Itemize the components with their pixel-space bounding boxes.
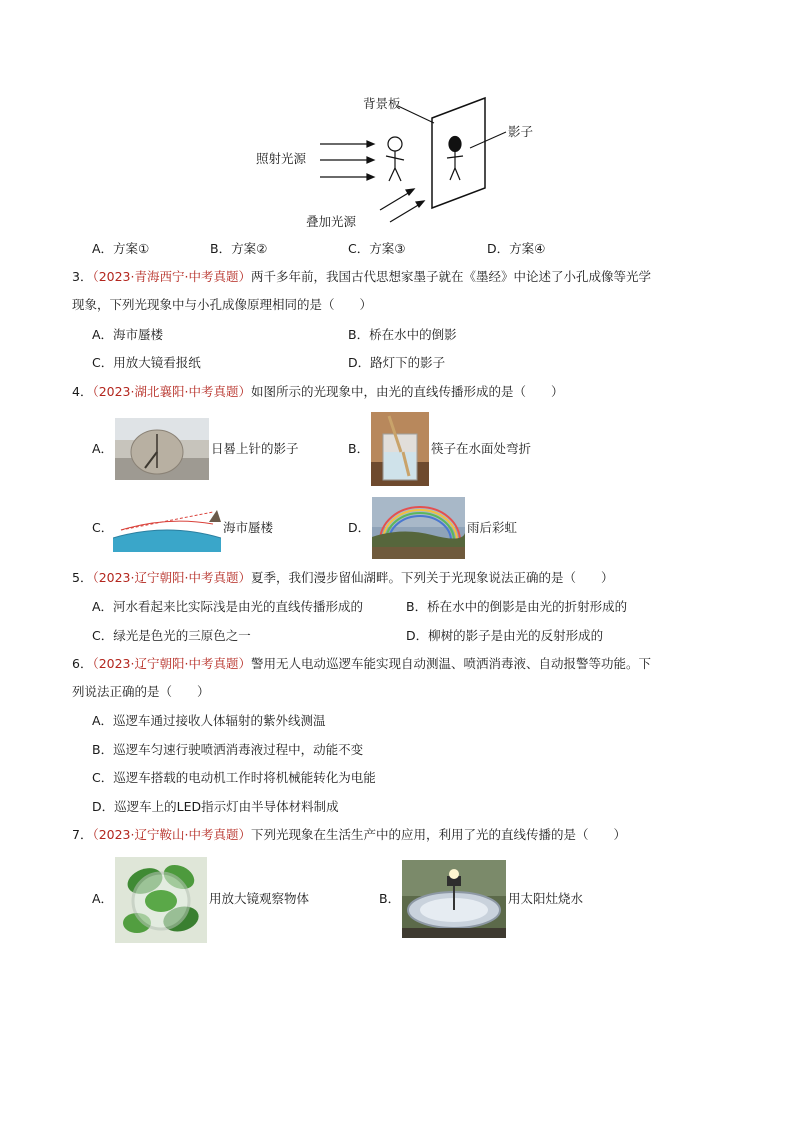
q6-option-c[interactable]: C．巡逻车搭载的电动机工作时将机械能转化为电能 <box>92 770 376 785</box>
magnifier-leaf-photo <box>115 857 207 943</box>
q4-option-b-letter[interactable]: B． <box>348 441 370 456</box>
q3-stem-line1: 两千多年前，我国古代思想家墨子就在《墨经》中论述了小孔成像等光学 <box>250 269 651 284</box>
q6-stem-line2: 列说法正确的是（ ） <box>72 684 210 699</box>
q6-option-a[interactable]: A．巡逻车通过接收人体辐射的紫外线测温 <box>92 713 326 728</box>
q5-option-b[interactable]: B．桥在水中的倒影是由光的折射形成的 <box>406 599 628 614</box>
q6-option-b[interactable]: B．巡逻车匀速行驶喷洒消毒液过程中，动能不变 <box>92 742 364 757</box>
label-shadow: 影子 <box>508 124 534 139</box>
q4-option-a-letter[interactable]: A． <box>92 441 114 456</box>
q3-stem <box>72 269 651 285</box>
q3-option-a[interactable]: A．海市蜃楼 <box>92 327 164 342</box>
q2-option-d[interactable]: D．方案④ <box>487 241 546 256</box>
q7-source: （2023·辽宁鞍山·中考真题） <box>92 827 251 842</box>
q4-option-a-text[interactable]: 日晷上针的影子 <box>211 441 299 456</box>
shadow-experiment-figure <box>250 88 550 238</box>
q3-option-d[interactable]: D．路灯下的影子 <box>348 355 446 370</box>
q5-option-c[interactable]: C．绿光是色光的三原色之一 <box>92 628 251 643</box>
q2-option-b[interactable]: B．方案② <box>210 241 268 256</box>
q4-source: （2023·湖北襄阳·中考真题） <box>92 384 251 399</box>
q3-option-b[interactable]: B．桥在水中的倒影 <box>348 327 457 342</box>
q4-stem <box>72 384 563 400</box>
label-background-board: 背景板 <box>363 96 401 111</box>
q7-option-a-letter[interactable]: A． <box>92 891 114 906</box>
q2-option-a[interactable]: A．方案① <box>92 241 150 256</box>
label-illuminating-light: 照射光源 <box>256 151 307 166</box>
q3-option-c[interactable]: C．用放大镜看报纸 <box>92 355 201 370</box>
q7-option-b-text[interactable]: 用太阳灶烧水 <box>508 891 584 906</box>
q4-stem-text: 如图所示的光现象中，由光的直线传播形成的是（ ） <box>250 384 564 399</box>
q6-option-d[interactable]: D．巡逻车上的LED指示灯由半导体材料制成 <box>92 799 339 814</box>
q4-number: 4． <box>72 384 93 399</box>
q6-source: （2023·辽宁朝阳·中考真题） <box>92 656 251 671</box>
q7-number: 7． <box>72 827 93 842</box>
q5-option-d[interactable]: D．柳树的影子是由光的反射形成的 <box>406 628 604 643</box>
q3-source: （2023·青海西宁·中考真题） <box>92 269 251 284</box>
q4-option-d-letter[interactable]: D． <box>348 520 371 535</box>
rainbow-photo <box>372 497 465 559</box>
mirage-diagram <box>113 502 221 552</box>
q6-stem-line1: 警用无人电动巡逻车能实现自动测温、喷洒消毒液、自动报警等功能。下 <box>250 656 651 671</box>
q7-option-a-text[interactable]: 用放大镜观察物体 <box>209 891 310 906</box>
q7-option-b-letter[interactable]: B． <box>379 891 401 906</box>
q5-number: 5． <box>72 570 93 585</box>
q4-option-d-text[interactable]: 雨后彩虹 <box>467 520 518 535</box>
chopsticks-glass-photo <box>371 412 429 486</box>
q4-option-c-letter[interactable]: C． <box>92 520 114 535</box>
q7-stem-text: 下列光现象在生活生产中的应用，利用了光的直线传播的是（ ） <box>250 827 626 842</box>
sundial-photo <box>115 418 209 480</box>
q3-stem-line2: 现象，下列光现象中与小孔成像原理相同的是（ ） <box>72 297 373 312</box>
q4-option-b-text[interactable]: 筷子在水面处弯折 <box>431 441 532 456</box>
q6-number: 6． <box>72 656 93 671</box>
label-extra-light: 叠加光源 <box>306 214 357 229</box>
q5-source: （2023·辽宁朝阳·中考真题） <box>92 570 251 585</box>
q4-option-c-text[interactable]: 海市蜃楼 <box>223 520 274 535</box>
q5-option-a[interactable]: A．河水看起来比实际浅是由光的直线传播形成的 <box>92 599 364 614</box>
q5-stem-text: 夏季，我们漫步留仙湖畔。下列关于光现象说法正确的是（ ） <box>250 570 614 585</box>
q3-number: 3． <box>72 269 93 284</box>
q2-option-c[interactable]: C．方案③ <box>348 241 406 256</box>
q5-stem <box>72 570 613 586</box>
q7-stem <box>72 827 626 843</box>
q6-stem <box>72 656 651 672</box>
solar-cooker-photo <box>402 860 506 938</box>
